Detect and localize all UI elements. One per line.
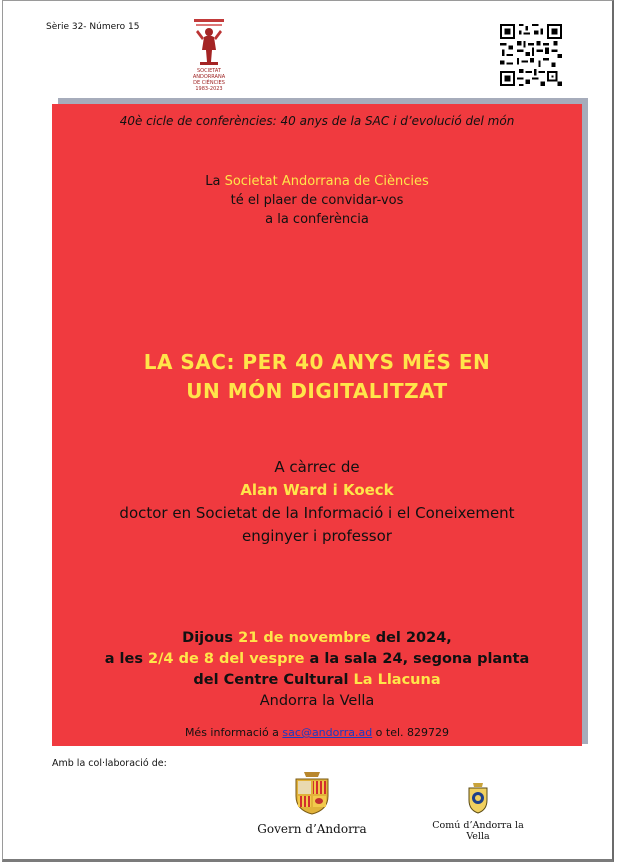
invite-prefix: La <box>205 174 225 189</box>
invite-line-3: a la conferència <box>265 212 369 227</box>
logo-line-4: 1983-2023 <box>195 86 223 92</box>
invitation <box>52 172 582 229</box>
logo-line-3: DE CIÈNCIES <box>193 80 225 86</box>
more-info-prefix: Més informació a <box>184 726 283 739</box>
event-date: 21 de novembre <box>238 630 371 646</box>
title-line-2: UN MÓN DIGITALITZAT <box>186 379 448 403</box>
title-line-1: LA SAC: PER 40 ANYS MÉS EN <box>143 350 491 374</box>
comu-crest-icon <box>466 782 490 814</box>
event-city: Andorra la Vella <box>259 693 375 709</box>
govern-andorra-logo <box>256 770 368 836</box>
poster <box>52 104 582 746</box>
invite-line-2: té el plaer de convidar-vos <box>230 193 404 208</box>
event-room: a la sala 24, segona planta <box>304 651 530 667</box>
event-details <box>52 628 582 712</box>
sac-logo <box>178 18 240 96</box>
sac-logo-icon <box>192 18 226 68</box>
logo-line-2: ANDORRANA <box>192 74 226 80</box>
speaker-role-2: enginyer i professor <box>242 527 392 545</box>
series-number: Sèrie 32- Número 15 <box>46 22 140 32</box>
logo-line-1: SOCIETAT <box>197 68 221 74</box>
collaboration-label: Amb la col·laboració de: <box>52 758 167 769</box>
andorra-coat-of-arms-icon <box>292 770 332 816</box>
conference-title <box>52 348 582 406</box>
event-at: a les <box>104 651 149 667</box>
comu-andorra-text: Comú d’Andorra la Vella <box>432 820 524 842</box>
govern-andorra-text: Govern d’Andorra <box>257 822 367 836</box>
event-time: 2/4 de 8 del vespre <box>148 651 305 667</box>
society-name: Societat Andorrana de Ciències <box>224 174 429 189</box>
comu-andorra-logo <box>420 782 536 842</box>
speaker-block <box>52 456 582 548</box>
event-center-prefix: del Centre Cultural <box>193 672 354 688</box>
speaker-name: Alan Ward i Koeck <box>240 481 394 499</box>
speaker-role-1: doctor en Societat de la Informació i el Coneixement <box>119 504 515 522</box>
event-center: La Llacuna <box>353 672 441 688</box>
event-day: Dijous <box>182 630 239 646</box>
qr-code-icon[interactable] <box>500 24 562 86</box>
speaker-intro: A càrrec de <box>274 458 360 476</box>
event-year: del 2024, <box>370 630 452 646</box>
more-info-phone: o tel. 829729 <box>372 726 450 739</box>
more-info <box>52 726 582 739</box>
cycle-heading: 40è cicle de conferències: 40 anys de la SAC i d’evolució del món <box>119 114 515 128</box>
email-link[interactable]: sac@andorra.ad <box>282 726 373 739</box>
